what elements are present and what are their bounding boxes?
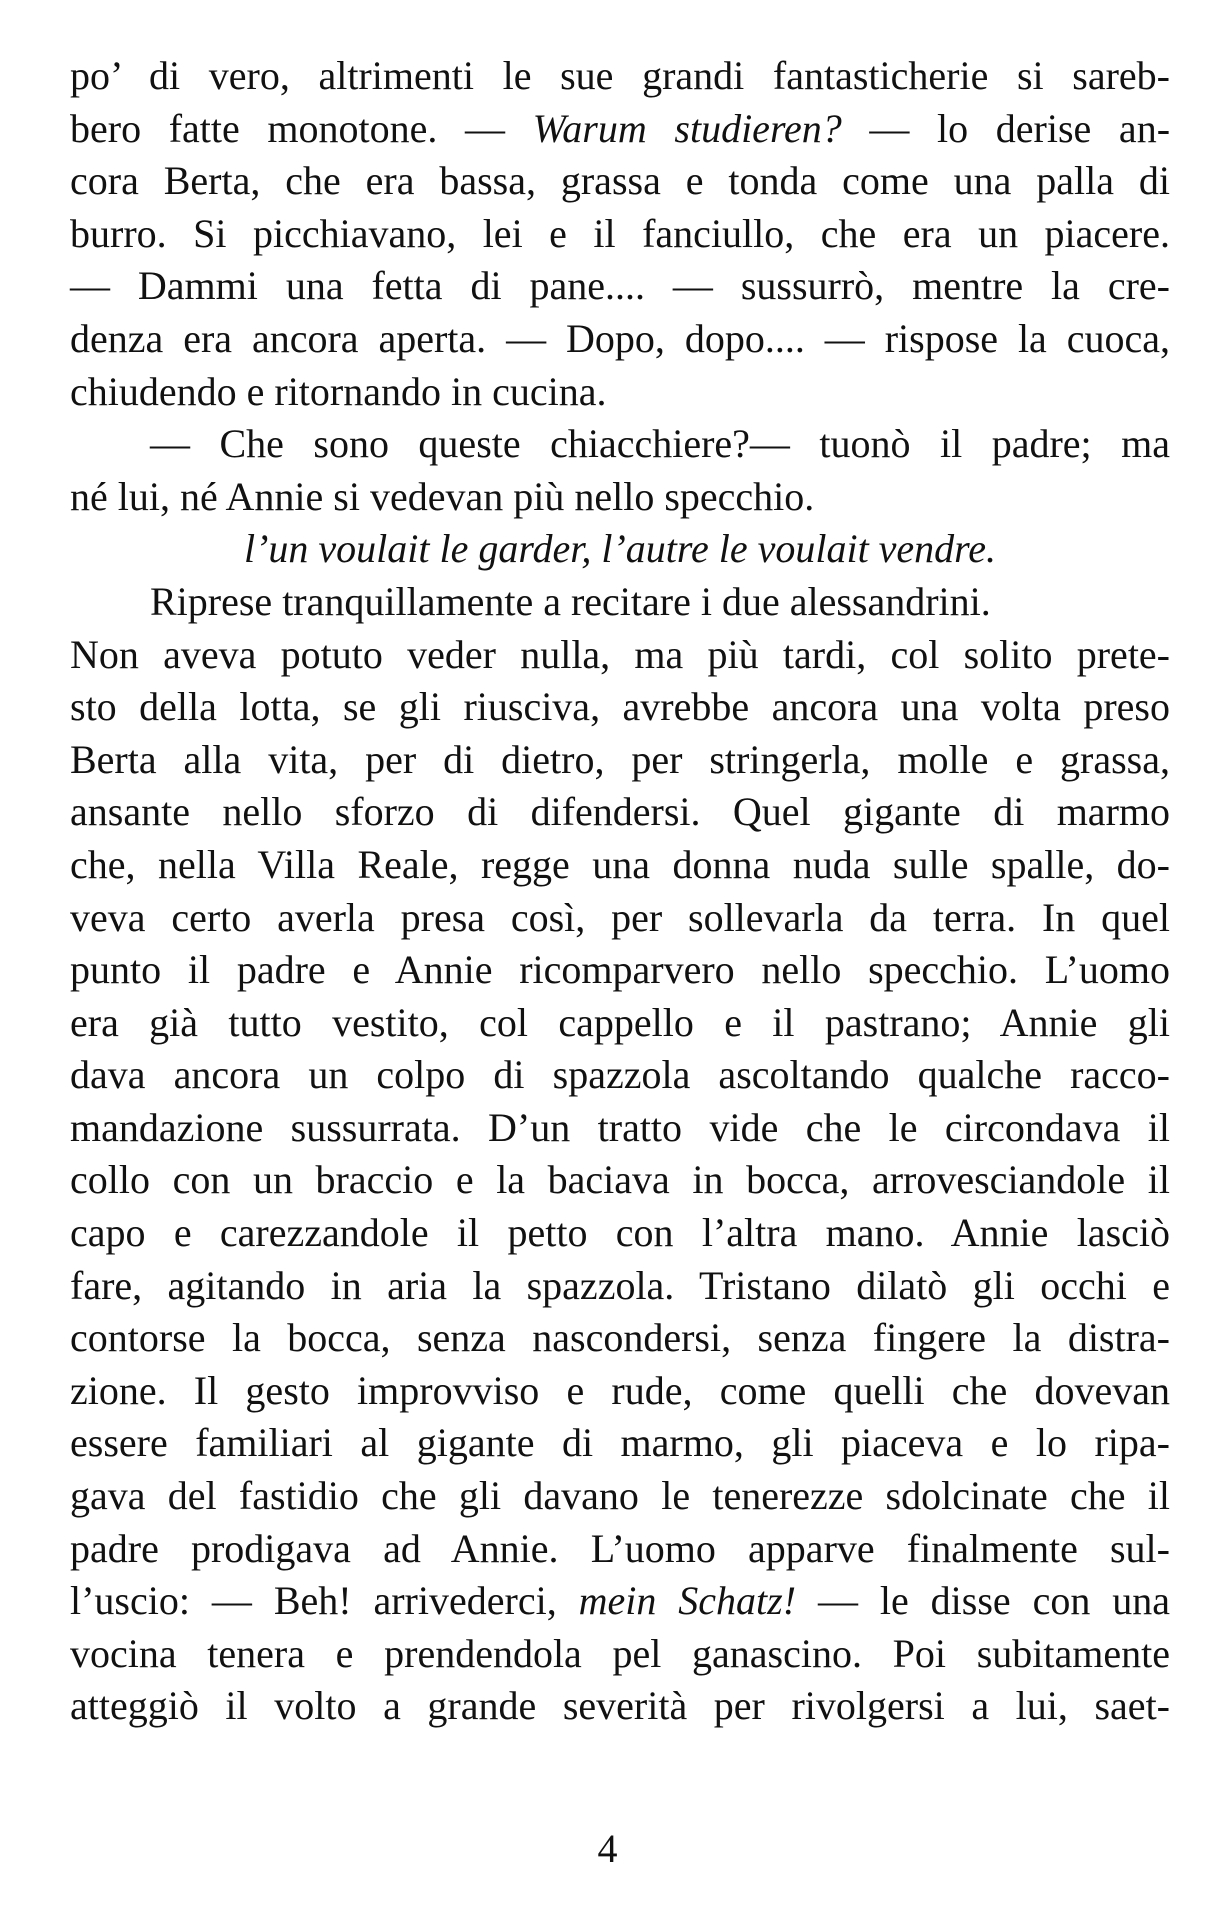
text-line [70,208,1170,261]
text-run: l’uscio: — Beh! arrivederci, [70,1578,579,1624]
text-run: dava ancora un colpo di spazzola ascoltando qualche racco- [70,1052,1170,1098]
text-line [70,997,1170,1050]
text-line [70,523,1170,576]
text-run: capo e carezzandole il petto con l’altra mano. Annie lasciò [70,1210,1170,1256]
text-run: — le disse con una [796,1578,1171,1624]
text-run: essere familiari al gigante di marmo, gli piaceva e lo ripa- [70,1420,1170,1466]
text-line [70,1417,1170,1470]
italic-text-run: mein Schatz! [578,1578,797,1624]
text-line [70,839,1170,892]
text-line [70,1207,1170,1260]
text-run: — Che sono queste chiacchiere?— tuonò il padre; ma [150,421,1170,467]
text-line [70,1102,1170,1155]
text-run: ansante nello sforzo di difendersi. Quel gigante di marmo [70,789,1170,835]
text-line [70,50,1170,103]
text-line [70,1260,1170,1313]
text-run: zione. Il gesto improvviso e rude, come quelli che dovevan [70,1367,1170,1413]
text-run: atteggiò il volto a grande severità per rivolgersi a lui, saet- [70,1683,1170,1729]
text-line [70,1312,1170,1365]
text-run: — Dammi una fetta di pane.... — sussurrò, mentre la cre- [70,263,1170,309]
text-run: che, nella Villa Reale, regge una donna nuda sulle spalle, do- [70,841,1170,887]
text-run: Riprese tranquillamente a recitare i due alessandrini. [150,578,991,624]
text-run: contorse la bocca, senza nascondersi, senza fingere la distra- [70,1315,1170,1361]
page-number: 4 [597,1826,618,1871]
text-run: chiudendo e ritornando in cucina. [70,368,607,414]
text-run: vocina tenera e prendendola pel ganascino. Poi subitamente [70,1630,1170,1676]
text-line [70,471,1170,524]
text-line [70,418,1170,471]
text-run: né lui, né Annie si vedevan più nello specchio. [70,473,815,519]
text-run: era già tutto vestito, col cappello e il pastrano; Annie gli [70,999,1170,1045]
text-line [70,313,1170,366]
text-line [70,1049,1170,1102]
body-text [70,50,1170,1733]
text-run: cora Berta, che era bassa, grassa e tonda come una palla di [70,158,1170,204]
text-run: mandazione sussurrata. D’un tratto vide che le circondava il [70,1104,1170,1150]
text-line [70,366,1170,419]
text-run: po’ di vero, altrimenti le sue grandi fantasticherie si sareb- [70,53,1170,98]
text-line [70,1680,1170,1733]
italic-text-run: Warum studieren? [532,105,842,151]
text-line [70,629,1170,682]
text-run: sto della lotta, se gli riusciva, avrebbe ancora una volta preso [70,684,1170,730]
text-run: Non aveva potuto veder nulla, ma più tardi, col solito prete- [70,631,1170,677]
text-run: bero fatte monotone. — [70,105,533,151]
text-line [70,944,1170,997]
text-line [70,1523,1170,1576]
text-run: — lo derise an- [841,105,1171,151]
text-run: collo con un braccio e la baciava in bocca, arrovesciandole il [70,1157,1170,1203]
text-run: burro. Si picchiavano, lei e il fanciullo, che era un piacere. [70,210,1170,256]
text-line [70,1365,1170,1418]
text-run: denza era ancora aperta. — Dopo, dopo.... — rispose la cuoca, [70,315,1170,361]
text-line [70,734,1170,787]
text-line [70,576,1170,629]
text-line [70,260,1170,313]
text-run: padre prodigava ad Annie. L’uomo apparve finalmente sul- [70,1525,1170,1571]
text-run: gava del fastidio che gli davano le tenerezze sdolcinate che il [70,1473,1170,1519]
text-line [70,155,1170,208]
text-line [70,1575,1170,1628]
text-run: veva certo averla presa così, per sollevarla da terra. In quel [70,894,1170,940]
text-line [70,1154,1170,1207]
text-line [70,892,1170,945]
text-line [70,103,1170,156]
text-run: Berta alla vita, per di dietro, per stringerla, molle e grassa, [70,736,1170,782]
text-line [70,786,1170,839]
text-line [70,1628,1170,1681]
text-run: fare, agitando in aria la spazzola. Tristano dilatò gli occhi e [70,1262,1170,1308]
text-line [70,1470,1170,1523]
italic-text-run: l’un voulait le garder, l’autre le voulait vendre. [243,526,997,572]
text-run: punto il padre e Annie ricomparvero nello specchio. L’uomo [70,947,1170,993]
text-line [70,681,1170,734]
